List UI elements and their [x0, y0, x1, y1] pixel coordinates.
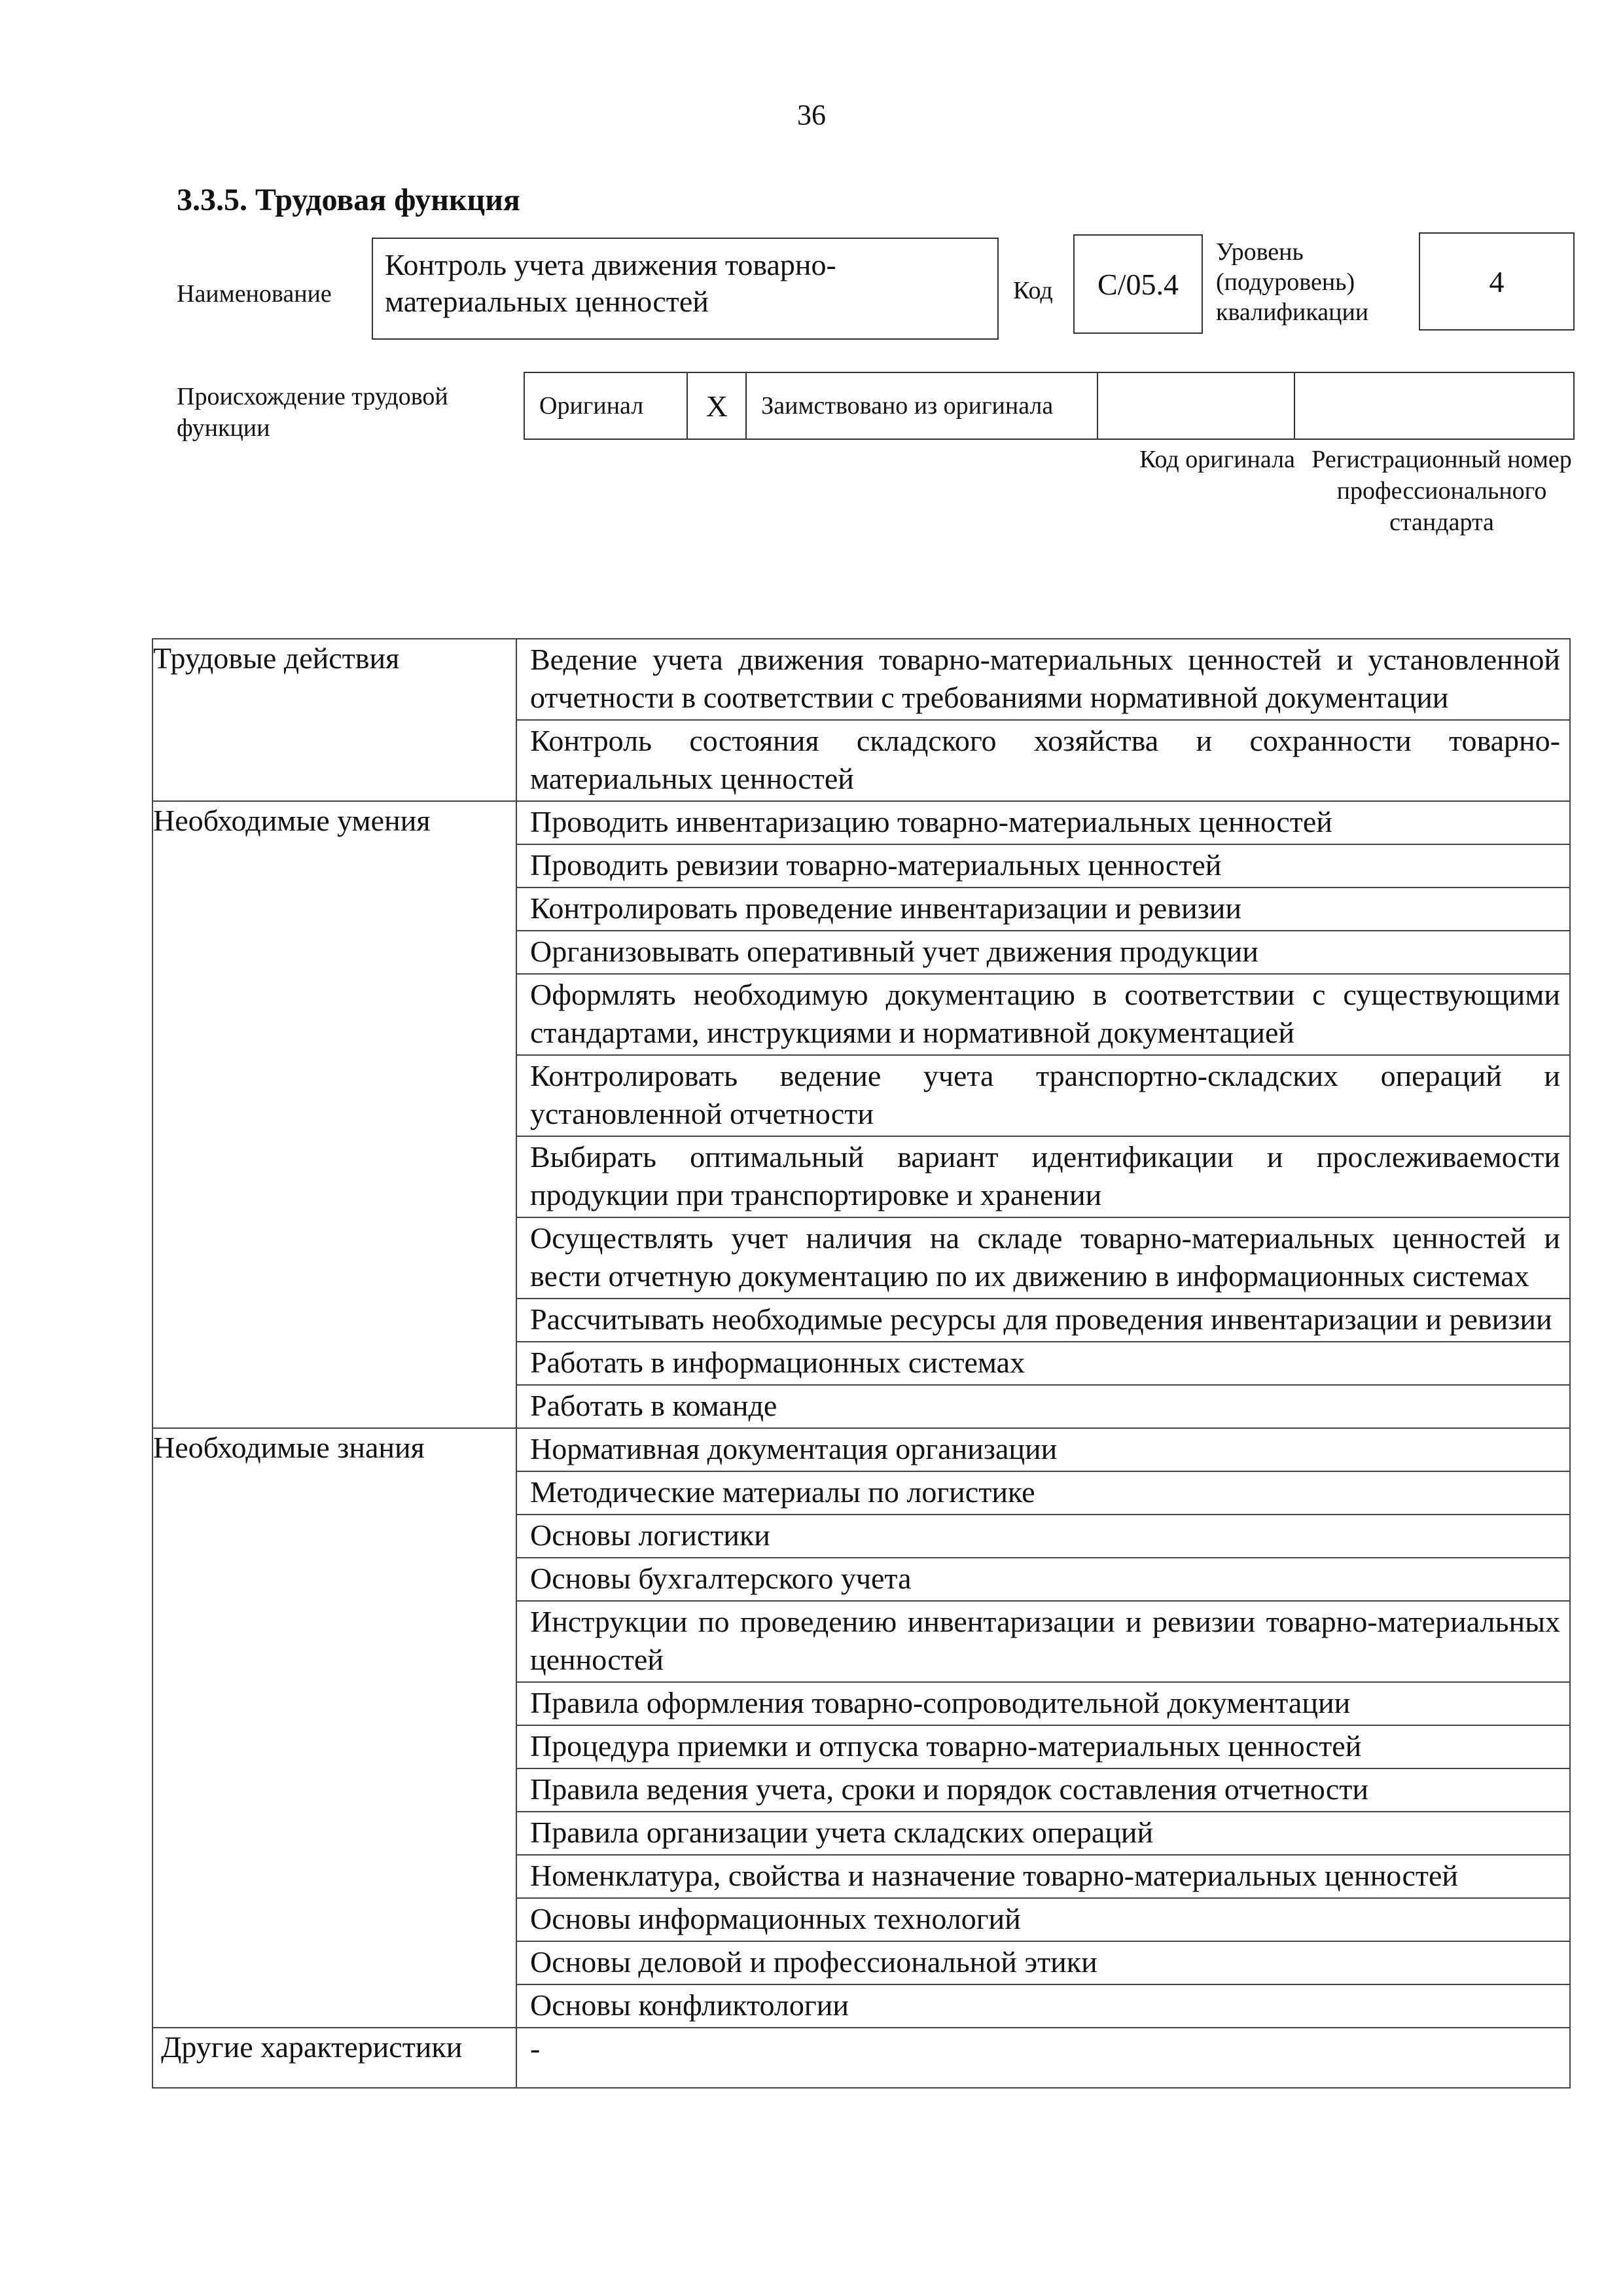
list-item: Нормативная документация организации	[517, 1429, 1569, 1472]
other-characteristics-value: -	[530, 2032, 541, 2065]
skills-list	[516, 801, 1570, 1428]
list-item: Рассчитывать необходимые ресурсы для проведения инвентаризации и ревизии	[517, 1299, 1569, 1342]
origin-code-cell	[1098, 373, 1295, 439]
list-item: Номенклатура, свойства и назначение товарно-материальных ценностей	[517, 1856, 1569, 1899]
list-item: Процедура приемки и отпуска товарно-материальных ценностей	[517, 1726, 1569, 1769]
original-cell	[525, 373, 688, 439]
registration-number-caption: Регистрационный номер профессионального стандарта	[1311, 446, 1572, 536]
function-name-field: Контроль учета движения товарно-материальных ценностей	[372, 238, 999, 340]
function-characteristics-table	[152, 638, 1571, 2089]
borrowed-cell	[747, 373, 1098, 439]
skills-label: Необходимые умения	[152, 801, 516, 1428]
list-item: Правила ведения учета, сроки и порядок составления отчетности	[517, 1769, 1569, 1812]
list-item: Основы конфликтологии	[530, 1988, 849, 2022]
function-code-field: C/05.4	[1073, 234, 1203, 334]
skills-row	[152, 801, 1570, 1428]
list-item: Осуществлять учет наличия на складе товарно-материальных ценностей и вести отчетную документацию по их движению в информационных системах	[517, 1218, 1569, 1299]
code-label: Код	[1013, 277, 1053, 304]
other-characteristics-row	[152, 2028, 1570, 2088]
labor-actions-list	[516, 639, 1570, 801]
section-title: 3.3.5. Трудовая функция	[177, 183, 520, 217]
knowledge-row	[152, 1428, 1570, 2028]
original-label: Оригинал	[539, 392, 644, 420]
knowledge-label: Необходимые знания	[152, 1428, 516, 2028]
list-item: Проводить инвентаризацию товарно-материальных ценностей	[517, 802, 1569, 845]
list-item: Основы логистики	[517, 1515, 1569, 1558]
page-number: 36	[797, 99, 826, 131]
list-item: Основы бухгалтерского учета	[517, 1558, 1569, 1602]
list-item: Основы информационных технологий	[517, 1899, 1569, 1942]
level-label: Уровень (подуровень) квалификации	[1216, 238, 1369, 326]
borrowed-label: Заимствовано из оригинала	[761, 392, 1054, 420]
name-label: Наименование	[177, 280, 332, 308]
list-item: Контроль состояния складского хозяйства и сохранности товарно-материальных ценностей	[530, 724, 1560, 795]
qualification-level-field: 4	[1419, 232, 1575, 331]
list-item: Организовывать оперативный учет движения продукции	[517, 931, 1569, 975]
list-item: Работать в команде	[530, 1389, 777, 1422]
list-item: Правила организации учета складских операций	[517, 1812, 1569, 1856]
original-mark: X	[705, 389, 728, 423]
other-characteristics-label: Другие характеристики	[152, 2028, 516, 2088]
original-mark-cell	[688, 373, 747, 439]
list-item: Контролировать ведение учета транспортно-складских операций и установленной отчетности	[517, 1056, 1569, 1137]
origin-code-caption: Код оригинала	[1139, 446, 1295, 473]
list-item: Контролировать проведение инвентаризации и ревизии	[517, 888, 1569, 931]
list-item: Проводить ревизии товарно-материальных ценностей	[517, 845, 1569, 888]
list-item: Работать в информационных системах	[517, 1342, 1569, 1386]
labor-actions-label: Трудовые действия	[152, 639, 516, 801]
list-item: Выбирать оптимальный вариант идентификации и прослеживаемости продукции при транспортировке и хранении	[517, 1137, 1569, 1218]
registration-number-cell	[1295, 373, 1573, 439]
origin-label: Происхождение трудовой функции	[177, 383, 448, 442]
list-item: Ведение учета движения товарно-материальных ценностей и установленной отчетности в соответствии с требованиями нормативной документации	[517, 639, 1569, 721]
list-item: Основы деловой и профессиональной этики	[517, 1942, 1569, 1985]
list-item: Методические материалы по логистике	[517, 1472, 1569, 1515]
list-item: Инструкции по проведению инвентаризации и ревизии товарно-материальных ценностей	[517, 1602, 1569, 1683]
origin-table	[524, 372, 1575, 440]
knowledge-list	[516, 1428, 1570, 2028]
list-item: Правила оформления товарно-сопроводительной документации	[517, 1683, 1569, 1726]
list-item: Оформлять необходимую документацию в соответствии с существующими стандартами, инструкциями и нормативной документацией	[517, 975, 1569, 1056]
labor-actions-row	[152, 639, 1570, 801]
other-characteristics-value-cell	[516, 2028, 1570, 2088]
